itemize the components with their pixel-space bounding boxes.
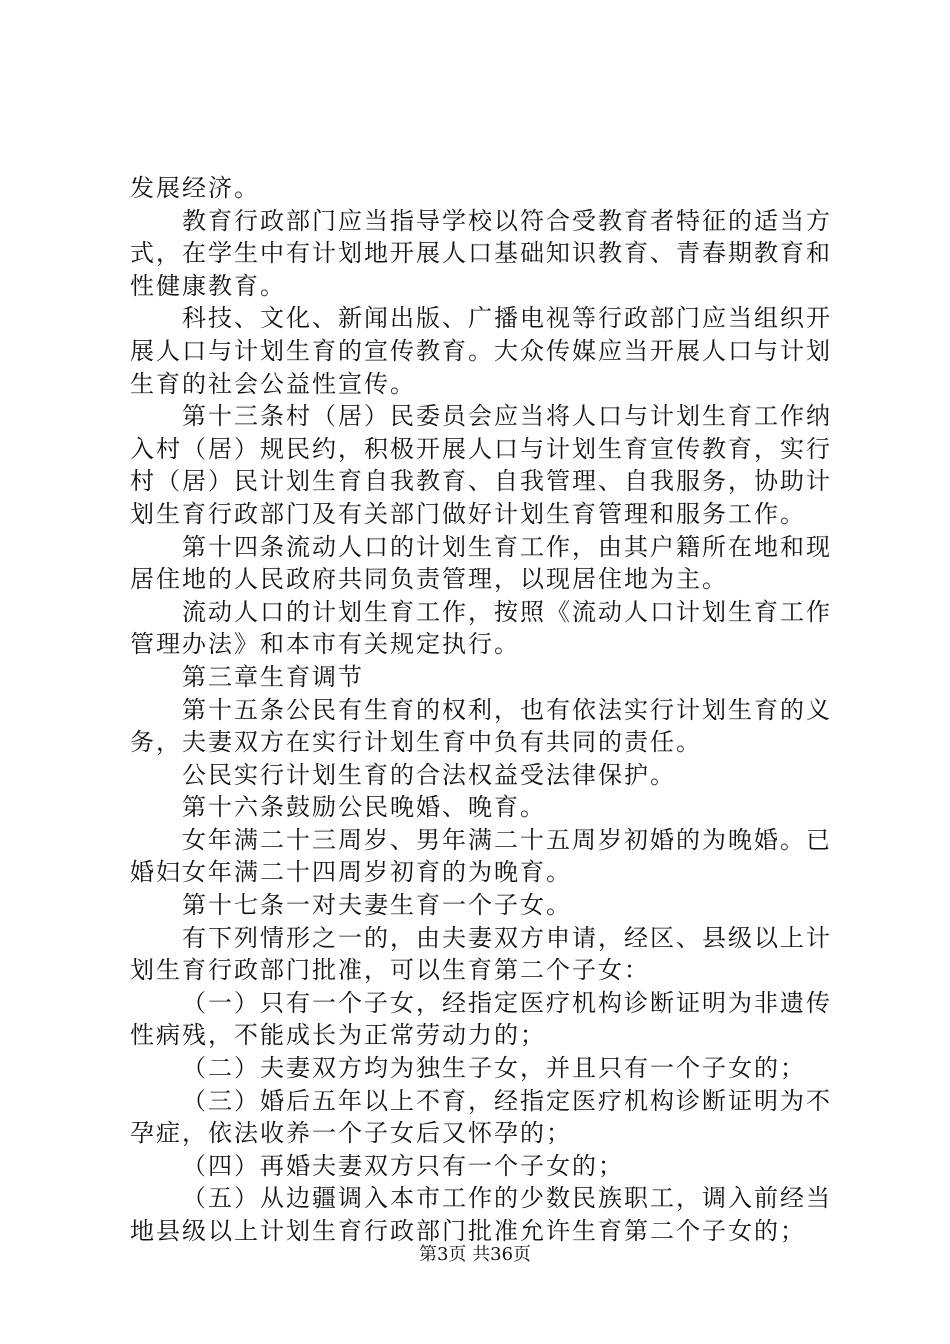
text-line: 划生育行政部门批准，可以生育第二个子女： bbox=[130, 956, 650, 985]
text-line: 发展经济。 bbox=[130, 174, 260, 202]
text-line: 婚妇女年满二十四周岁初育的为晚育。 bbox=[130, 858, 572, 887]
text-line: 性病残，不能成长为正常劳动力的； bbox=[130, 1021, 546, 1050]
text-line: 划生育行政部门及有关部门做好计划生育管理和服务工作。 bbox=[130, 499, 806, 528]
text-line: 式，在学生中有计划地开展人口基础知识教育、青春期教育和 bbox=[130, 239, 832, 268]
text-line: 地县级以上计划生育行政部门批准允许生育第二个子女的； bbox=[130, 1217, 806, 1245]
text-line: 居住地的人民政府共同负责管理，以现居住地为主。 bbox=[130, 565, 728, 594]
document-body bbox=[130, 172, 842, 1248]
text-line: 务，夫妻双方在实行计划生育中负有共同的责任。 bbox=[130, 728, 702, 757]
text-line: 展人口与计划生育的宣传教育。大众传媒应当开展人口与计划 bbox=[130, 336, 832, 365]
paragraph-start-line: 科技、文化、新闻出版、广播电视等行政部门应当组织开 bbox=[182, 304, 832, 333]
article-14-start-line: 第十四条流动人口的计划生育工作，由其户籍所在地和现 bbox=[182, 532, 832, 561]
article-16-start-line: 第十六条鼓励公民晚婚、晚育。 bbox=[182, 793, 546, 822]
article-15-start-line: 第十五条公民有生育的权利，也有依法实行计划生育的义 bbox=[182, 695, 832, 724]
list-item-1-line: （一）只有一个子女，经指定医疗机构诊断证明为非遗传 bbox=[182, 988, 832, 1017]
list-item-2-line: （二）夫妻双方均为独生子女，并且只有一个子女的； bbox=[182, 1054, 806, 1083]
text-line: 性健康教育。 bbox=[130, 271, 286, 300]
list-item-4-line: （四）再婚夫妻双方只有一个子女的； bbox=[182, 1151, 624, 1180]
text-line: 管理办法》和本市有关规定执行。 bbox=[130, 630, 520, 659]
text-line: 入村（居）规民约，积极开展人口与计划生育宣传教育，实行 bbox=[130, 434, 832, 463]
list-item-5-line: （五）从边疆调入本市工作的少数民族职工，调入前经当 bbox=[182, 1184, 832, 1213]
chapter-heading: 第三章生育调节 bbox=[182, 662, 364, 691]
paragraph-start-line: 女年满二十三周岁、男年满二十五周岁初婚的为晚婚。已 bbox=[182, 825, 832, 854]
text-line: 生育的社会公益性宣传。 bbox=[130, 369, 416, 398]
text-line: 村（居）民计划生育自我教育、自我管理、自我服务，协助计 bbox=[130, 467, 832, 496]
paragraph-start-line: 公民实行计划生育的合法权益受法律保护。 bbox=[182, 760, 676, 789]
page-footer: 第3页 共36页 bbox=[418, 1244, 532, 1265]
paragraph-start-line: 流动人口的计划生育工作，按照《流动人口计划生育工作 bbox=[182, 597, 832, 626]
article-17-start-line: 第十七条一对夫妻生育一个子女。 bbox=[182, 891, 572, 920]
text-line: 孕症，依法收养一个子女后又怀孕的； bbox=[130, 1119, 572, 1148]
paragraph-start-line: 教育行政部门应当指导学校以符合受教育者特征的适当方 bbox=[182, 206, 832, 235]
list-item-3-line: （三）婚后五年以上不育，经指定医疗机构诊断证明为不 bbox=[182, 1086, 832, 1115]
article-13-start-line: 第十三条村（居）民委员会应当将人口与计划生育工作纳 bbox=[182, 402, 832, 431]
paragraph-start-line: 有下列情形之一的，由夫妻双方申请，经区、县级以上计 bbox=[182, 923, 832, 952]
